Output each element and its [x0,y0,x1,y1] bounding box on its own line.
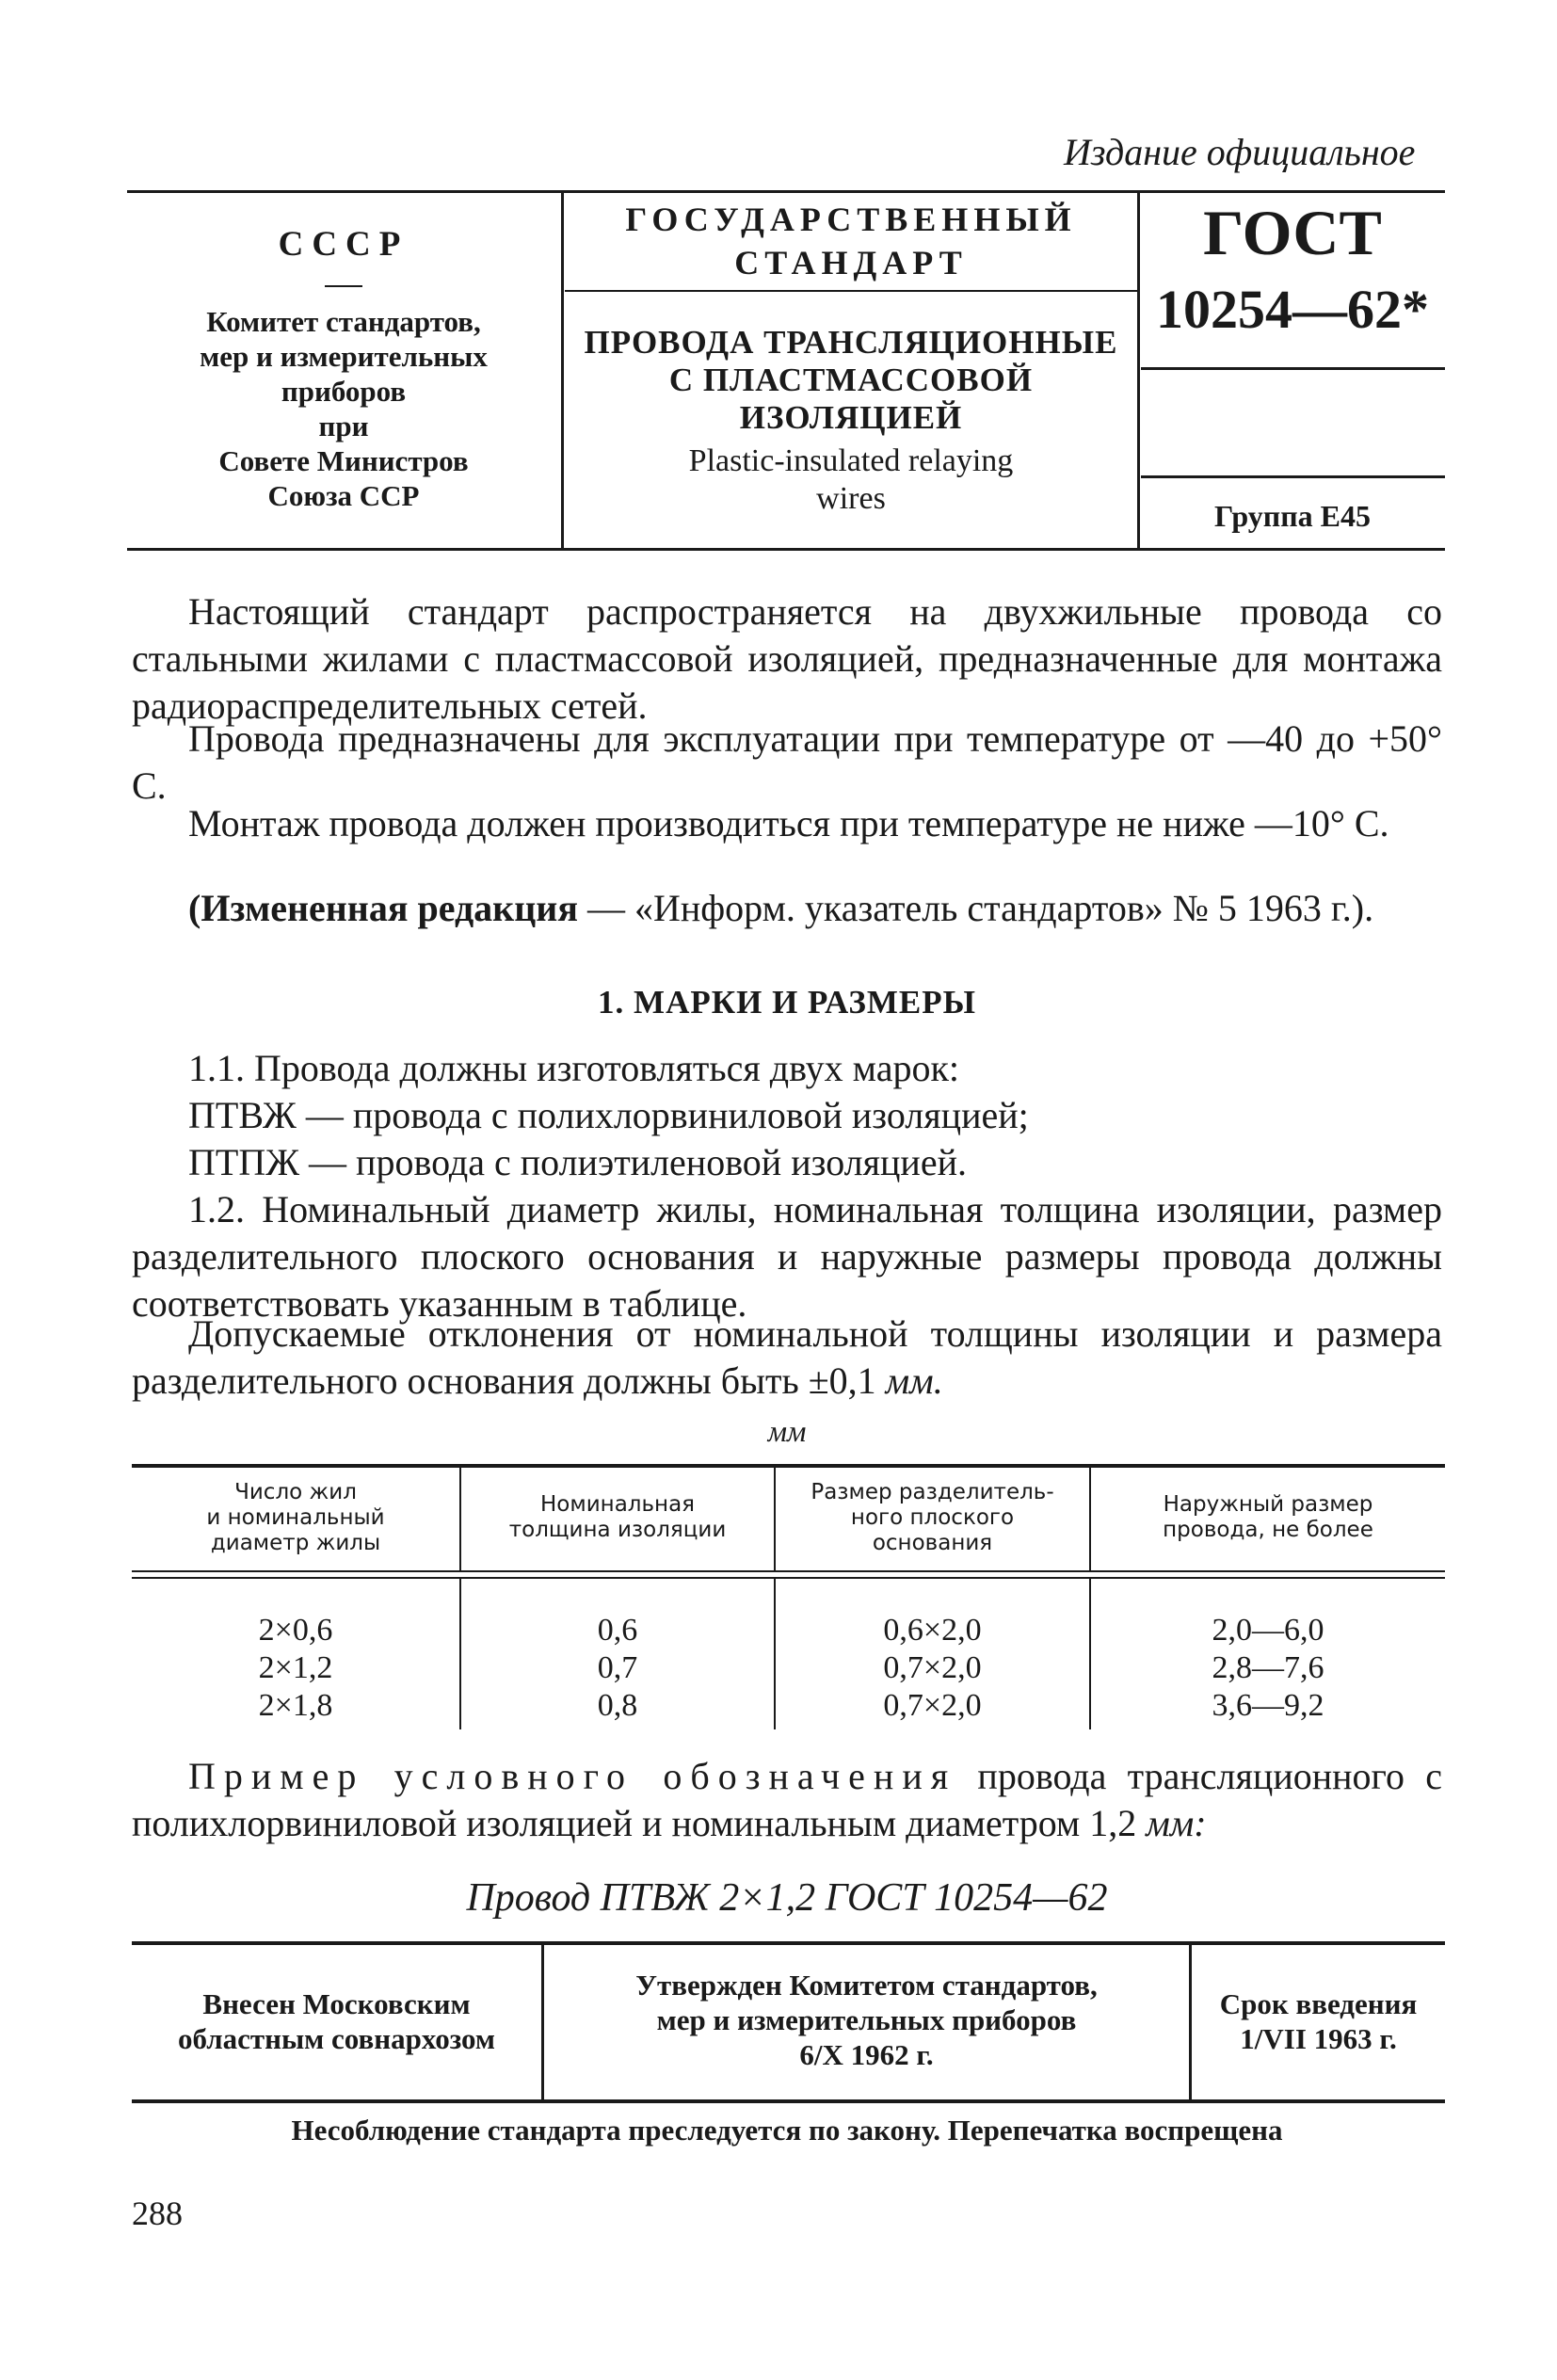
approved-line: 6/X 1962 г. [799,2038,934,2071]
table-cell: 0,6 [597,1613,638,1648]
effective-line: 1/VII 1963 г. [1240,2022,1397,2055]
gost-label: ГОСТ [1203,197,1382,268]
tolerance-text: Допускаемые отклонения от номинальной толщины изоляции и размера разделительного основания должны быть ±0,1 [132,1312,1442,1402]
table-cell: 2×1,8 [258,1688,333,1723]
header-line: Номинальная [539,1492,696,1517]
clause-1-2: 1.2. Номинальный диаметр жилы, номинальная толщина изоляции, размер разделительного плоского основания и наружные размеры провода должны соответствовать указанным в таблице. [132,1188,1442,1325]
header-line: основания [872,1531,993,1555]
committee-name [132,304,555,513]
committee-line: мер и измерительных [200,340,488,373]
intro-paragraph-1: Настоящий стандарт распространяется на двухжильные провода со стальными жилами с пластмассовой изоляцией, предназначенные для монтажа радиораспределительных сетей. [132,590,1442,727]
table-header-rule-2 [132,1577,1445,1579]
table-header-insulation [461,1492,774,1543]
effective-date [1192,1986,1445,2056]
footer-top-rule [132,1941,1445,1945]
title-en-line: wires [816,481,886,516]
brand-ptpzh: ПТПЖ — провода с полиэтиленовой изоляцией. [188,1141,967,1183]
header-divider-left [561,190,564,548]
table-top-rule [132,1464,1445,1468]
approved-line: мер и измерительных приборов [656,2003,1077,2036]
header-right-rule-1 [1141,367,1445,370]
table-cell: 2×1,2 [258,1650,333,1685]
table-header-rule-1 [132,1570,1445,1572]
header-line: диаметр жилы [210,1531,381,1555]
committee-line: Комитет стандартов, [206,305,481,338]
table-cell: 0,6×2,0 [883,1613,982,1648]
issuer-block [132,224,555,513]
table-cell: 0,7×2,0 [883,1688,982,1723]
committee-line: Совете Министров [218,444,469,477]
table-cell: 2,0—6,0 [1212,1613,1324,1648]
table-header-wires [132,1480,459,1556]
header-line: Наружный размер [1163,1492,1373,1517]
title-ru-line: С ПЛАСТМАССОВОЙ [668,362,1034,398]
table-cell: 3,6—9,2 [1212,1688,1324,1723]
table-header-outer [1091,1492,1445,1543]
title-ru-line: ПРОВОДА ТРАНСЛЯЦИОННЫЕ [584,324,1118,361]
amendment-note [132,885,1442,932]
standard-title-ru [565,324,1137,437]
table-column-base [776,1612,1089,1725]
example-label: Пример условного обозначения [188,1755,957,1797]
copyright-notice: Несоблюдение стандарта преследуется по закону. Перепечатка воспрещена [291,2114,1283,2147]
header-mid-rule [565,290,1137,292]
page-number: 288 [132,2195,183,2232]
header-line: Размер разделитель- [811,1480,1054,1504]
standard-title-en [565,442,1137,518]
table-cell: 2,8—7,6 [1212,1650,1324,1685]
table-cell: 0,7 [597,1650,638,1685]
amendment-label: (Измененная редакция [188,887,578,929]
table-header-base [776,1480,1089,1556]
table-column-wires [132,1612,459,1725]
approved-by [544,1968,1189,2072]
example-paragraph [132,1753,1442,1847]
header-divider-right [1137,190,1140,548]
intro-paragraph-3: Монтаж провода должен производиться при температуре не ниже —10° С. [188,802,1389,844]
table-cell: 0,7×2,0 [883,1650,982,1685]
intro-paragraph-2: Провода предназначены для эксплуатации при температуре от —40 до +50° С. [132,717,1442,807]
example-designation: Провод ПТВЖ 2×1,2 ГОСТ 10254—62 [466,1876,1108,1920]
example-unit: мм: [1146,1802,1207,1844]
group-code: Группа Е45 [1214,499,1371,533]
state-standard-line: ГОСУДАРСТВЕННЫЙ [625,201,1077,238]
approved-line: Утвержден Комитетом стандартов, [635,1969,1098,2002]
table-unit-label: мм [767,1414,807,1448]
introduced-by [132,1986,541,2056]
effective-line: Срок введения [1219,1987,1418,2020]
header-top-rule [127,190,1445,193]
gost-number: 10254—62* [1156,279,1429,340]
header-line: толщина изоляции [508,1518,727,1542]
table-cell: 2×0,6 [258,1613,333,1648]
committee-line: при [318,410,369,442]
tolerance-paragraph [132,1311,1442,1405]
amendment-reference: — «Информ. указатель стандартов» № 5 1963 г.). [577,887,1374,929]
state-standard-line: СТАНДАРТ [734,244,968,281]
table-column-insulation [461,1612,774,1725]
footer-bottom-rule [132,2099,1445,2103]
header-right-rule-2 [1141,475,1445,478]
brand-ptvzh: ПТВЖ — провода с полихлорвиниловой изоляцией; [188,1094,1029,1136]
table-cell: 0,8 [597,1688,638,1723]
header-bottom-rule [127,548,1445,551]
short-dash [325,285,362,287]
official-edition-label: Издание официальное [1064,131,1416,173]
header-line: ного плоского [850,1505,1015,1530]
introduced-line: областным совнархозом [178,2022,495,2055]
section-title: 1. МАРКИ И РАЗМЕРЫ [598,984,976,1021]
tolerance-unit: мм. [885,1359,943,1402]
header-line: и номинальный [206,1505,385,1530]
header-line: Число жил [234,1480,357,1504]
clause-1-1: 1.1. Провода должны изготовляться двух марок: [188,1047,960,1089]
committee-line: приборов [281,375,407,408]
country-label: СССР [278,225,409,264]
title-ru-line: ИЗОЛЯЦИЕЙ [739,399,963,436]
table-column-outer [1091,1612,1445,1725]
introduced-line: Внесен Московским [202,1987,471,2020]
committee-line: Союза ССР [267,479,420,512]
title-en-line: Plastic-insulated relaying [688,443,1014,478]
state-standard-label [565,198,1137,284]
header-line: провода, не более [1163,1518,1373,1542]
example-text: провода трансляционного с полихлорвиниловой изоляцией и номинальным диаметром 1,2 [132,1755,1442,1844]
